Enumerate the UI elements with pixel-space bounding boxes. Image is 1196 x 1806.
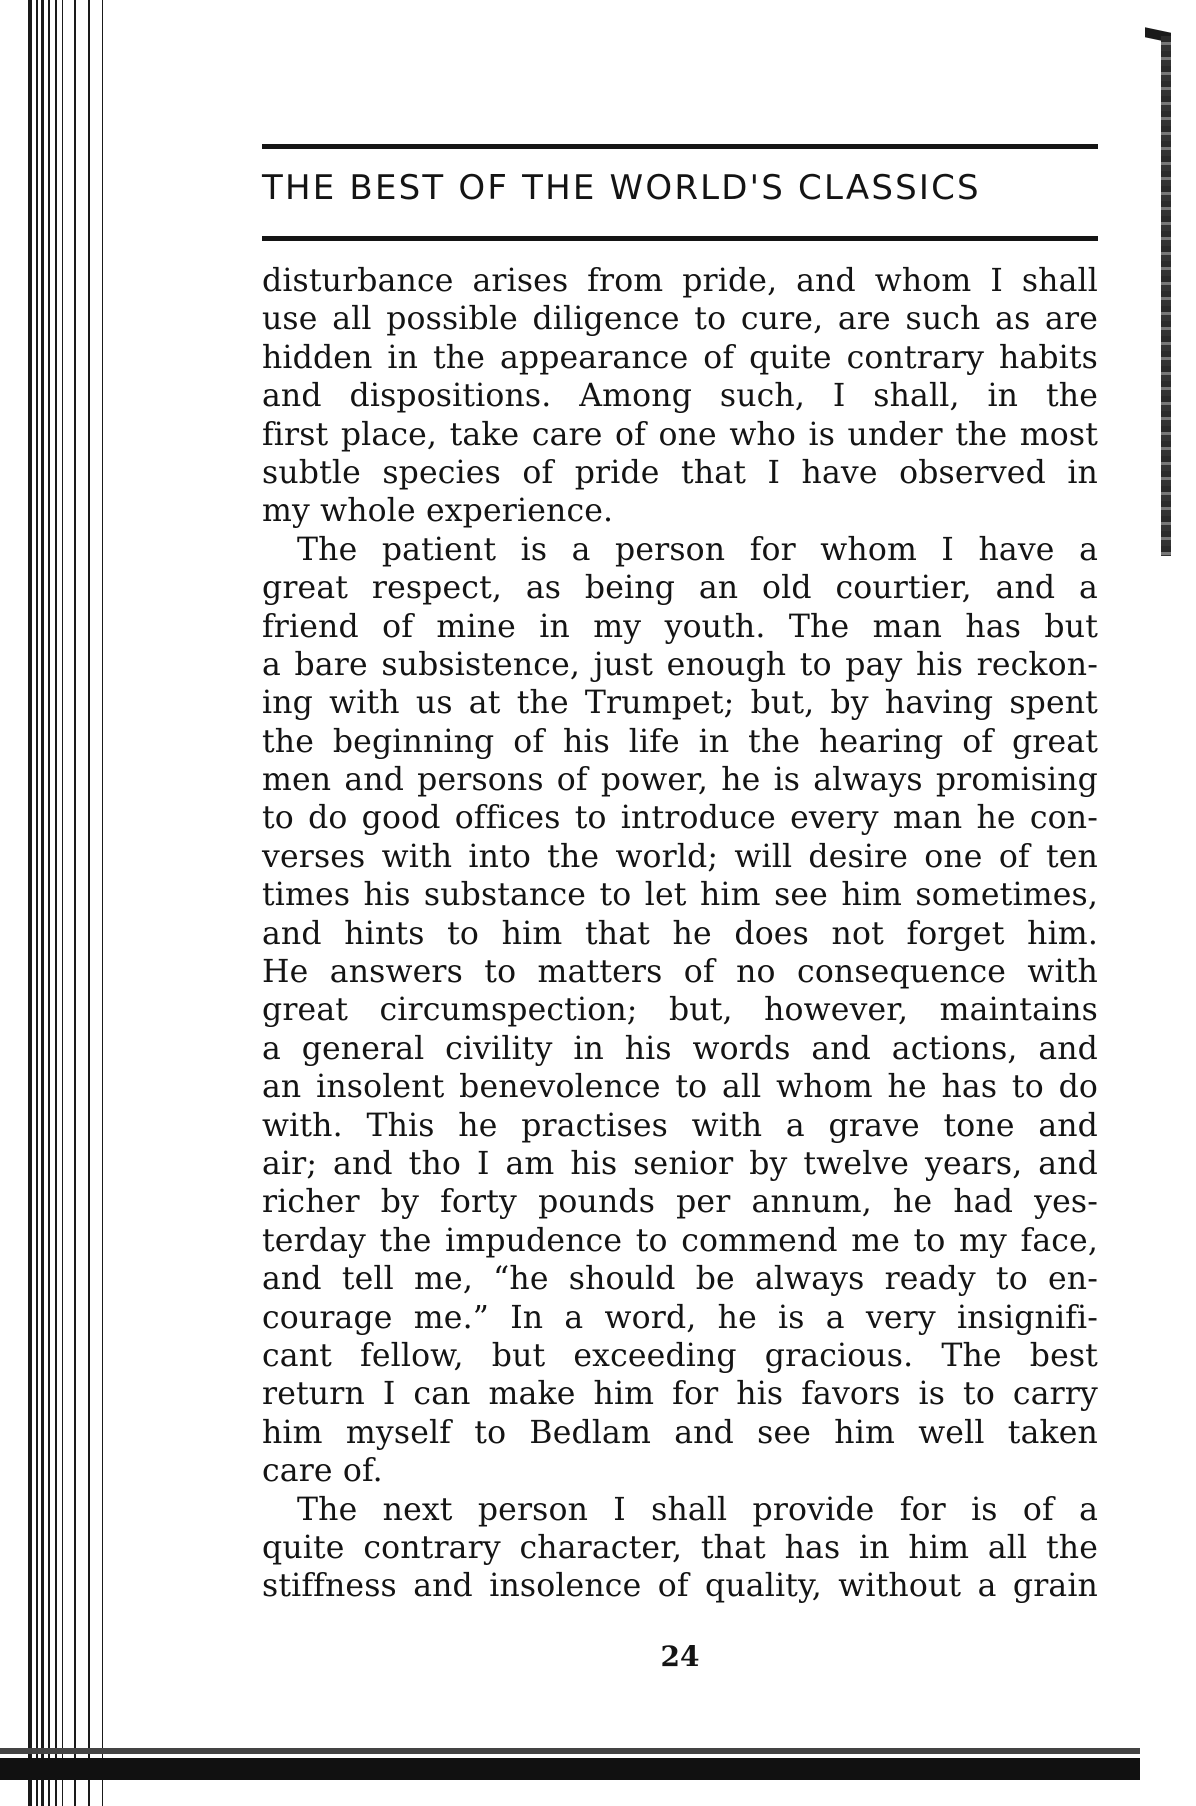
page-number: 24 [660, 1640, 700, 1673]
text-line: use all possible diligence to cure, are such as are [262, 301, 1098, 338]
text-line: an insolent benevolence to all whom he has to do [262, 1069, 1098, 1106]
text-line: terday the impudence to commend me to my face, [262, 1222, 1098, 1259]
text-line: friend of mine in my youth. The man has but [262, 608, 1098, 645]
running-head: THE BEST OF THE WORLD'S CLASSICS [262, 168, 981, 208]
text-line: disturbance arises from pride, and whom I shall [262, 263, 1098, 299]
text-line: my whole experience. [262, 493, 614, 530]
text-line: hidden in the appearance of quite contrary habits [262, 339, 1098, 376]
text-line: The patient is a person for whom I have a [297, 531, 1098, 568]
text-line: return I can make him for his favors is to carry [262, 1376, 1098, 1413]
text-line: courage me.” In a word, he is a very insignifi- [262, 1299, 1098, 1336]
text-line: first place, take care of one who is under the most [262, 416, 1098, 453]
text-line: He answers to matters of no consequence with [262, 954, 1098, 991]
text-line: richer by forty pounds per annum, he had yes- [262, 1184, 1098, 1221]
text-line: great respect, as being an old courtier, and a [262, 570, 1098, 607]
header-rule-top [262, 144, 1098, 149]
text-line: verses with into the world; will desire one of ten [262, 838, 1098, 875]
header-rule-bottom [262, 236, 1098, 241]
text-line: a general civility in his words and actions, and [262, 1030, 1098, 1067]
text-line: and hints to him that he does not forget him. [262, 915, 1098, 952]
text-line: The next person I shall provide for is of a [297, 1491, 1098, 1528]
page-right-edge [1145, 30, 1171, 570]
text-line: a bare subsistence, just enough to pay his reckon- [262, 646, 1098, 683]
text-line: and dispositions. Among such, I shall, in the [262, 378, 1098, 415]
text-line: ing with us at the Trumpet; but, by having spent [262, 685, 1098, 722]
text-line: air; and tho I am his senior by twelve years, and [262, 1145, 1098, 1182]
text-line: to do good offices to introduce every man he con- [262, 800, 1098, 837]
text-line: men and persons of power, he is always promising [262, 762, 1098, 799]
text-line: quite contrary character, that has in him all the [262, 1529, 1098, 1566]
text-line: care of. [262, 1453, 383, 1490]
text-line: the beginning of his life in the hearing of great [262, 723, 1098, 760]
text-line: him myself to Bedlam and see him well taken [262, 1414, 1098, 1451]
text-line: stiffness and insolence of quality, without a grain [262, 1568, 1098, 1605]
text-line: times his substance to let him see him sometimes, [262, 877, 1098, 914]
book-binding-edge [0, 0, 110, 1806]
body-text [262, 262, 1098, 1606]
text-line: great circumspection; but, however, maintains [262, 992, 1098, 1029]
page-bottom-edge-shadow [0, 1748, 1140, 1754]
text-line: subtle species of pride that I have observed in [262, 454, 1098, 491]
page-bottom-edge [0, 1758, 1140, 1780]
text-line: with. This he practises with a grave tone and [262, 1107, 1098, 1144]
text-line: cant fellow, but exceeding gracious. The best [262, 1337, 1098, 1374]
text-line: and tell me, “he should be always ready to en- [262, 1261, 1098, 1298]
